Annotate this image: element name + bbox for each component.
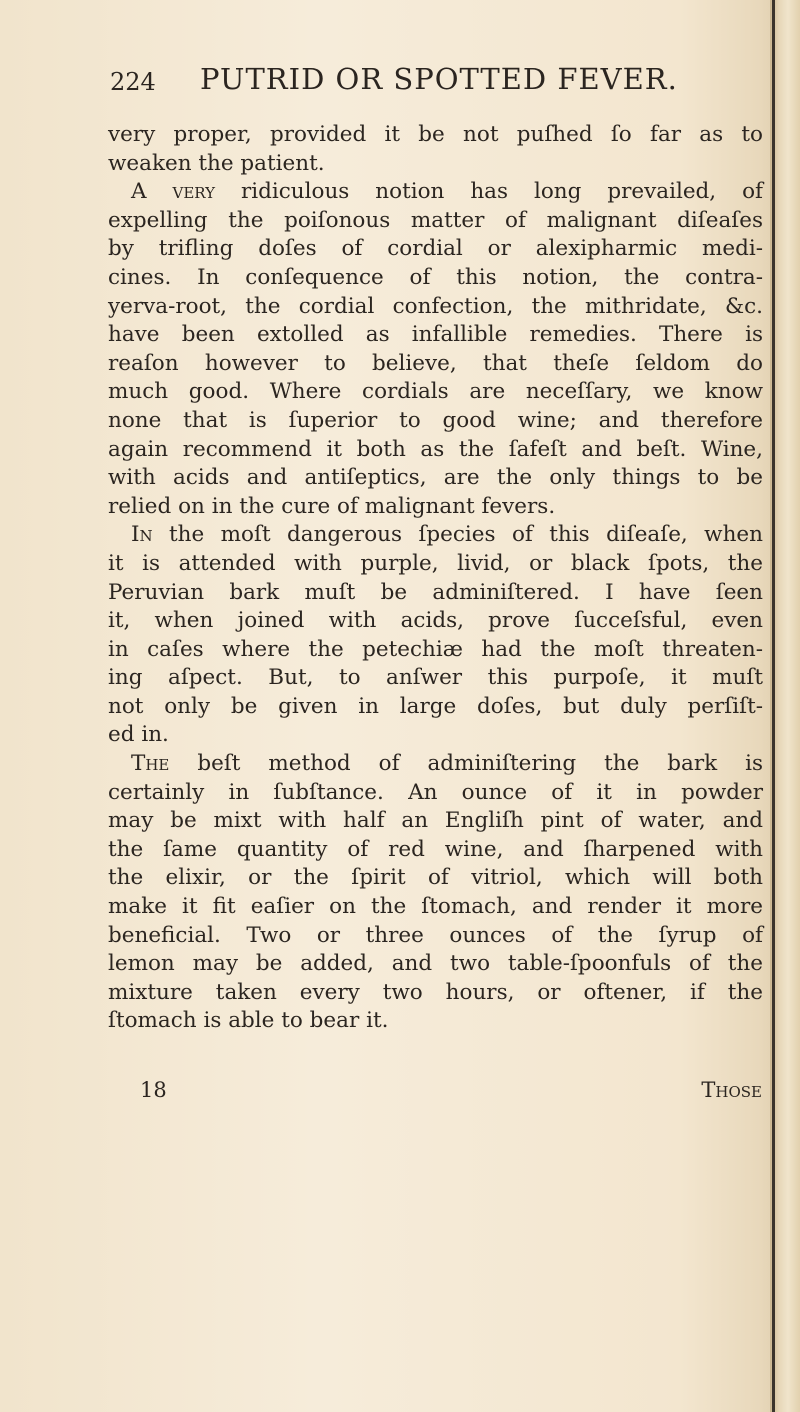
running-head: PUTRID OR SPOTTED FEVER. (200, 62, 678, 96)
text-line: it, when joined with acids, prove ſucceſsful, even (108, 608, 763, 634)
text-line: beneficial. Two or three ounces of the ſyrup of (108, 922, 763, 948)
paragraph-first-line-tail: the moſt dangerous ſpecies of this diſeaſe, when (152, 522, 763, 548)
text-line: not only be given in large doſes, but duly perſiſt- (108, 693, 763, 719)
text-line: Peruvian bark muſt be adminiſtered. I have ſeen (108, 579, 763, 605)
paragraph-opening-letter: A (131, 179, 173, 205)
text-line: the elixir, or the ſpirit of vitriol, which will both (108, 865, 763, 891)
text-line: have been extolled as infallible remedies. There is (108, 322, 763, 348)
paragraph-first-line (108, 521, 763, 550)
page-number: 224 (110, 68, 156, 96)
page-edge-line (772, 0, 775, 1412)
paragraph-first-line-tail: ridiculous notion has long prevailed, of (215, 179, 763, 205)
text-line: it is attended with purple, livid, or black ſpots, the (108, 550, 763, 576)
text-line: ed in. (108, 722, 169, 748)
text-line: in caſes where the petechiæ had the moſt threaten- (108, 636, 763, 662)
text-line: reaſon however to believe, that theſe ſeldom do (108, 350, 763, 376)
body-text (108, 121, 763, 1036)
text-line: ing aſpect. But, to anſwer this purpoſe, it muſt (108, 665, 763, 691)
text-line: lemon may be added, and two table-ſpoonfuls of the (108, 951, 763, 977)
page-header (0, 62, 760, 102)
text-line: certainly in ſubſtance. An ounce of it in powder (108, 779, 763, 805)
text-line: relied on in the cure of malignant fevers. (108, 493, 556, 519)
paragraph-first-line (108, 178, 763, 207)
paragraph-lead-word: In (131, 522, 153, 548)
text-line: ſtomach is able to bear it. (108, 1008, 389, 1034)
text-line: again recommend it both as the ſafeſt and beſt. Wine, (108, 436, 763, 462)
text-line: make it fit eaſier on the ſtomach, and render it more (108, 894, 763, 920)
paragraph-first-line-tail: beſt method of adminiſtering the bark is (169, 751, 763, 777)
paragraph-lead-word: The (131, 751, 170, 777)
catchword: Those (701, 1078, 762, 1102)
text-line: mixture taken every two hours, or oftener, if the (108, 979, 763, 1005)
text-line: yerva-root, the cordial confection, the mithridate, &c. (108, 293, 763, 319)
page-footer (140, 1078, 762, 1108)
text-line: none that is ſuperior to good wine; and therefore (108, 407, 763, 433)
text-line: may be mixt with half an Engliſh pint of water, and (108, 808, 763, 834)
text-line: the ſame quantity of red wine, and ſharpened with (108, 836, 763, 862)
text-line: cines. In conſequence of this notion, the contra- (108, 264, 763, 290)
page-edge (770, 0, 800, 1412)
text-line: expelling the poiſonous matter of malignant diſeaſes (108, 207, 763, 233)
text-line: much good. Where cordials are neceſſary, we know (108, 379, 763, 405)
text-line: very proper, provided it be not puſhed ſo far as to (108, 122, 763, 147)
paragraph-lead-word: very (172, 179, 216, 205)
text-line: weaken the patient. (108, 150, 325, 176)
signature-mark: 18 (140, 1078, 167, 1102)
text-line: by trifling doſes of cordial or alexipharmic medi- (108, 236, 763, 262)
paragraph-first-line (108, 750, 763, 779)
text-line: with acids and antiſeptics, are the only things to be (108, 465, 763, 491)
